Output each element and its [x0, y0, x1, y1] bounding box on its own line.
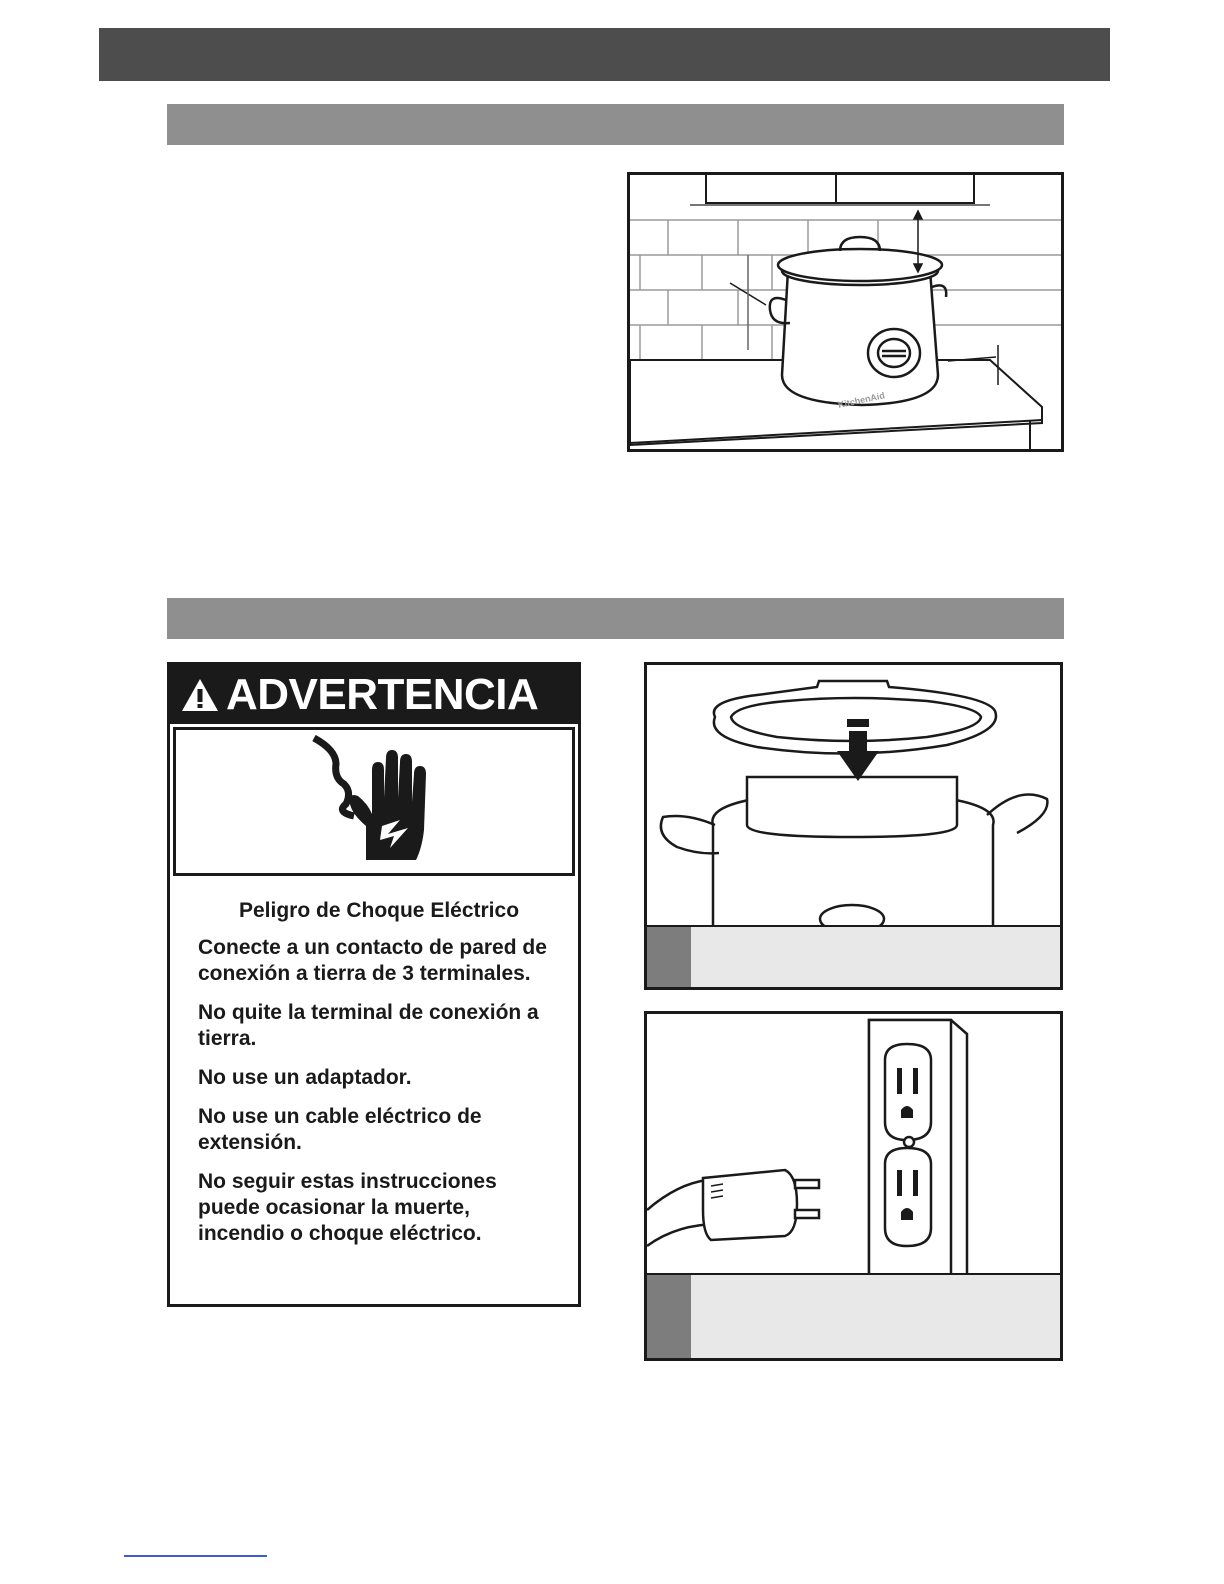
figure-insert-pot — [644, 662, 1063, 990]
warning-line: Conecte a un contacto de pared de conexión a tierra de 3 terminales. — [198, 936, 547, 985]
section-header-bar-electrical — [167, 598, 1064, 639]
brand-label: KitchenAid — [837, 390, 886, 410]
warning-title: ADVERTENCIA — [226, 669, 539, 719]
footer-link-underline[interactable] — [124, 1555, 267, 1557]
warning-header — [170, 665, 578, 724]
figure-cooker-placement — [627, 172, 1064, 452]
electric-shock-hand-icon — [176, 730, 578, 873]
warning-line: No quite la terminal de conexión a tierra. — [198, 1001, 539, 1050]
warning-subtitle: Peligro de Choque Eléctrico — [238, 899, 520, 922]
warning-line: No seguir estas instrucciones puede ocasionar la muerte, incendio o choque eléctrico. — [198, 1170, 497, 1245]
warning-triangle-icon — [180, 676, 220, 714]
section-header-bar-placement — [167, 104, 1064, 145]
figure-caption-strip — [647, 1273, 1060, 1358]
warning-line: No use un cable eléctrico de extensión. — [198, 1105, 482, 1154]
plug-outlet-illustration — [647, 1014, 1060, 1276]
cooker-placement-illustration — [630, 175, 1061, 449]
warning-body — [198, 899, 560, 1260]
figure-caption-strip — [647, 925, 1060, 987]
warning-icon-panel — [173, 727, 575, 876]
warning-line: No use un adaptador. — [198, 1066, 412, 1089]
step-number-block — [647, 927, 691, 987]
figure-plug-outlet — [644, 1011, 1063, 1361]
pot-insert-illustration — [647, 665, 1060, 927]
step-number-block — [647, 1275, 691, 1358]
warning-box — [167, 662, 581, 1307]
top-banner-bar — [99, 28, 1110, 81]
